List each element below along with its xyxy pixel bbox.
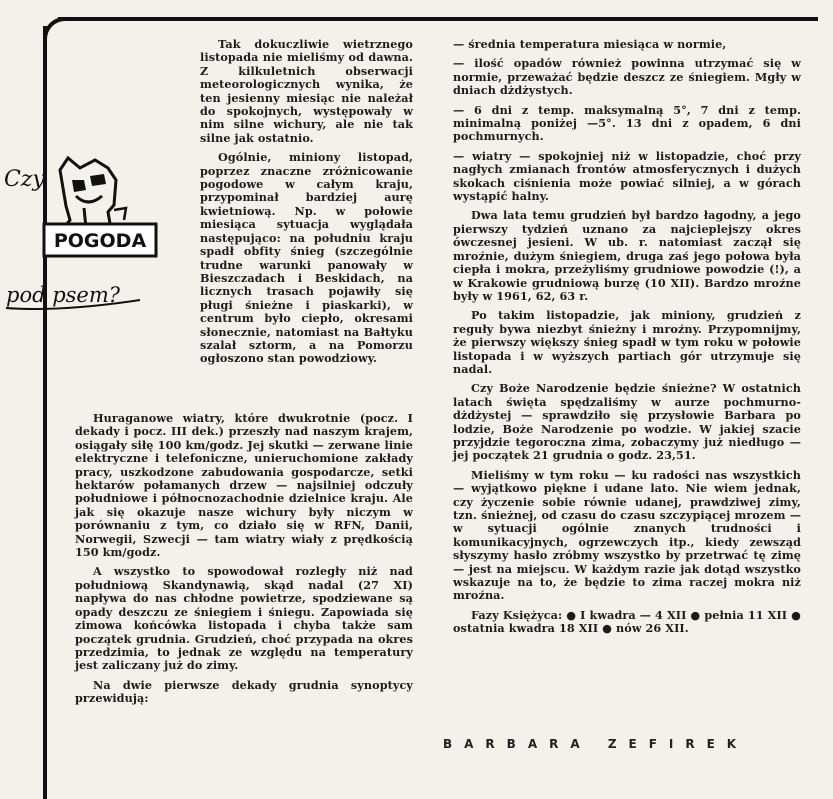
paragraph: A wszystko to spowodował rozległy niż nad południową Skandynawią, skąd nadal (27 XI) napływa do nas chłodne powietrze, spodziewane są opady deszczu ze śniegiem i śniegu. Zapowiada się zimowa końcówka listopada i chyba także sam początek grudnia. Grudzień, choć przypada na okres przedzimia, to jednak ze względu na temperatury jest zaliczany już do zimy. <box>75 564 413 673</box>
frame-corner <box>43 17 69 43</box>
forecast-item: — ilość opadów również powinna utrzymać się w normie, przeważać będzie deszcz ze śniegiem. Mgły w dniach dżdżystych. <box>453 56 801 98</box>
paragraph: Dwa lata temu grudzień był bardzo łagodny, a jego pierwszy tydzień uznano za najcieplejszy okres ówczesnej jesieni. W ub. r. natomiast zaczął się mroźnie, dużym śniegiem, druga zaś jego połowa była ciepła i mokra, przeżyliśmy grudniowe powodzie (!), a w Krakowie grudniową burzę (10 XII). Bardzo mroźne były w 1961, 62, 63 r. <box>453 208 801 303</box>
paragraph: Po takim listopadzie, jak miniony, grudzień z reguły bywa niezbyt śnieżny i mroźny. Przypomnijmy, że pierwszy większy śnieg spadł w tym roku w połowie listopada i w wyższych partiach gór utrzymuje się nadal. <box>453 308 801 376</box>
logo-main-text: POGODA <box>53 230 147 252</box>
pogoda-logo-icon <box>0 150 170 320</box>
frame-top-border <box>58 17 818 21</box>
forecast-item: — 6 dni z temp. maksymalną 5°, 7 dni z temp. minimalną poniżej —5°. 13 dni z opadem, 6 dni pochmurnych. <box>453 102 801 144</box>
paragraph: Mieliśmy w tym roku — ku radości nas wszystkich — wyjątkowo piękne i udane lato. Nie wiem jednak, czy życzenie sobie równie udanej, prawdziwej zimy, tzn. śnieżnej, od czasu do czasu szczypiącej mrozem — w sytuacji ogólnie znanych trudności i komunikacyjnych, ogrzewczych itp., kiedy zewsząd słyszymy hasło zróbmy wszystko by przetrwać tę zimę — jest na miejscu. W każdym razie jak dotąd wszystko wskazuje na to, że będzie to zima raczej mokra niż mroźna. <box>453 467 801 603</box>
moon-phases: Fazy Księżyca: ● I kwadra — 4 XII ● pełnia 11 XII ● ostatnia kwadra 18 XII ● nów 26 XII. <box>453 607 801 636</box>
paragraph: Ogólnie, miniony listopad, poprzez znaczne zróżnicowanie pogodowe w całym kraju, przypominał bardziej aurę kwietniową. Np. w połowie miesiąca sytuacja wyglądała następująco: na południu kraju spadł obfity śnieg (szczególnie trudne warunki panowały w Bieszczadach i Beskidach, na licznych trasach pojawiły się pługi śnieżne i piaskarki), w centrum było ciepło, okresami słonecznie, natomiast na Bałtyku szalał sztorm, a na Pomorzu ogłoszono stan powodziowy. <box>200 150 413 366</box>
column-2 <box>453 38 801 636</box>
author-signature: BARBARA ZEFIREK <box>443 737 749 751</box>
logo-top-text: Czy <box>4 167 45 192</box>
forecast-item: — średnia temperatura miesiąca w normie, <box>453 37 727 51</box>
frame-left-border <box>43 26 47 799</box>
column-1-bottom <box>75 412 413 706</box>
paragraph: Huraganowe wiatry, które dwukrotnie (pocz. I dekady i pocz. III dek.) przeszły nad naszym krajem, osiągały siłę 100 km/godz. Jej skutki — zerwane linie elektryczne i telefoniczne, unieruchomione zakłady pracy, uszkodzone zabudowania gospodarcze, setki hektarów połamanych drzew — najsilniej odczuły południowe i północnozachodnie dzielnice kraju. Ale jak się okazuje nasze wichury były niczym w porównaniu z tym, co działo się w RFN, Danii, Norwegii, Szwecji — tam wiatry wiały z prędkością 150 km/godz. <box>75 411 413 560</box>
paragraph: Czy Boże Narodzenie będzie śnieżne? W ostatnich latach święta spędzaliśmy w aurze pochmurno-dżdżystej — sprawdziło się przysłowie Barbara po lodzie, Boże Narodzenie po wodzie. W jakiej szacie przyjdzie tegoroczna zima, zobaczymy już niedługo — jej początek 21 grudnia o godz. 23,51. <box>453 381 801 463</box>
forecast-item: — wiatry — spokojniej niż w listopadzie, choć przy nagłych zmianach frontów atmosferycznych i dużych skokach ciśnienia może powiać silniej, a w górach wystąpić halny. <box>453 148 801 204</box>
logo-bottom-text: pod psem? <box>6 283 121 307</box>
paragraph: Na dwie pierwsze dekady grudnia synoptycy przewidują: <box>75 677 413 706</box>
column-1-top <box>200 38 413 366</box>
paragraph: Tak dokuczliwie wietrznego listopada nie mieliśmy od dawna. Z kilkuletnich obserwacji meteorologicznych wynika, że ten jesienny miesiąc nie należał do spokojnych, występowały w nim silne wichury, ale nie tak silne jak ostatnio. <box>200 37 413 145</box>
